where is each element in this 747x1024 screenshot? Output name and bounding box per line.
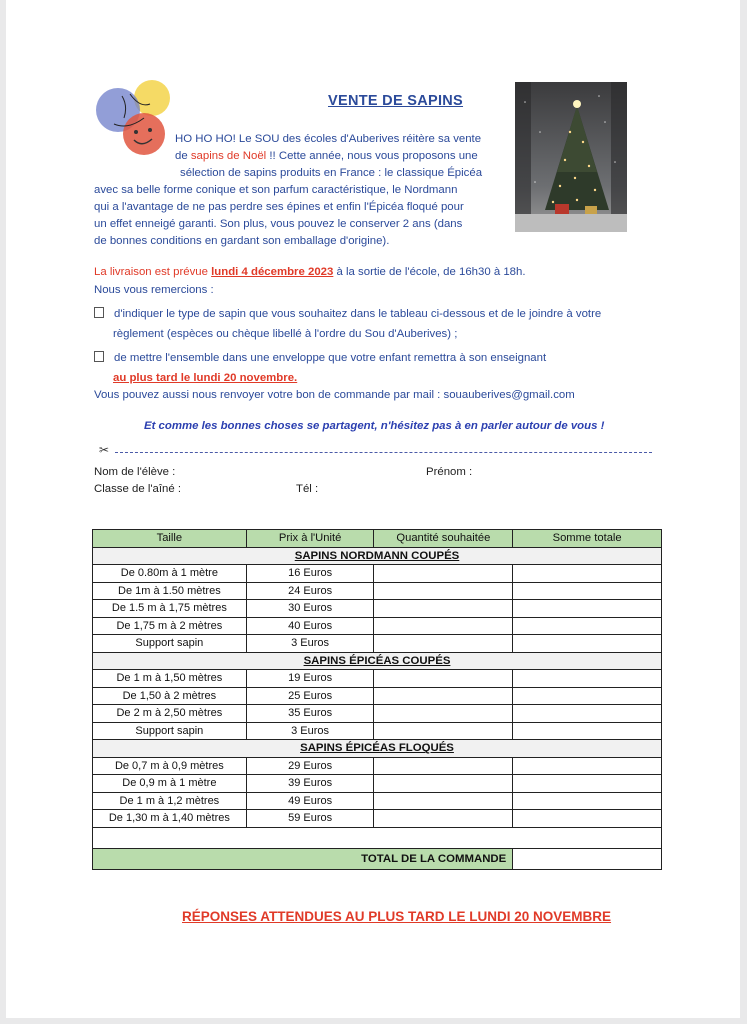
quantity-cell[interactable] [374,775,513,793]
bullet-box-icon [94,307,104,318]
size-cell: De 1m à 1.50 mètres [93,582,247,600]
size-cell: De 1 m à 1,2 mètres [93,792,247,810]
price-cell: 49 Euros [246,792,374,810]
student-name-label: Nom de l'élève : [94,466,176,478]
class-label: Classe de l'aîné : [94,483,182,495]
first-name-label: Prénom : [426,466,473,478]
delivery-line [94,266,526,278]
intro-line-2-pre: de [175,150,191,162]
dashed-separator [115,452,652,453]
sum-cell[interactable] [513,600,662,618]
table-row [93,775,662,793]
intro-line-2 [175,148,478,165]
price-cell: 24 Euros [246,582,374,600]
table-row [93,617,662,635]
sum-cell[interactable] [513,687,662,705]
intro-line-5: qui a l'avantage de ne pas perdre ses épines et enfin l'Épicéa floqué pour [94,201,464,213]
size-cell: De 0.80m à 1 mètre [93,565,247,583]
slogan: Et comme les bonnes choses se partagent, n'hésitez pas à en parler autour de vous ! [144,420,605,432]
price-cell: 40 Euros [246,617,374,635]
section-header-row [93,652,662,670]
delivery-date: lundi 4 décembre 2023 [211,266,334,278]
bullet-1-text: d'indiquer le type de sapin que vous souhaitez dans le tableau ci-dessous et de le joindre à votre [114,308,602,320]
bullet-2-line-1 [94,351,546,364]
sum-cell[interactable] [513,775,662,793]
quantity-cell[interactable] [374,810,513,828]
phone-label: Tél : [296,483,319,495]
quantity-cell[interactable] [374,617,513,635]
footer-deadline: RÉPONSES ATTENDUES AU PLUS TARD LE LUNDI 20 NOVEMBRE [182,909,612,924]
header-total: Somme totale [513,530,662,548]
sum-cell[interactable] [513,617,662,635]
section-title: SAPINS ÉPICÉAS COUPÉS [93,652,662,670]
blank-row [93,827,662,848]
size-cell: De 1,75 m à 2 mètres [93,617,247,635]
size-cell: De 2 m à 2,50 mètres [93,705,247,723]
document-page [6,0,740,1018]
size-cell: De 0,9 m à 1 mètre [93,775,247,793]
intro-line-4: avec sa belle forme conique et son parfum caractéristique, le Nordmann [94,184,458,196]
quantity-cell[interactable] [374,670,513,688]
table-body [93,547,662,869]
email-line: Vous pouvez aussi nous renvoyer votre bon de commande par mail : souauberives@gmail.com [94,389,575,401]
size-cell: De 1,50 à 2 mètres [93,687,247,705]
size-cell: Support sapin [93,635,247,653]
section-header-row [93,547,662,565]
table-row [93,582,662,600]
price-cell: 25 Euros [246,687,374,705]
quantity-cell[interactable] [374,757,513,775]
sum-cell[interactable] [513,722,662,740]
logo-graphic [92,76,176,164]
delivery-pre: La livraison est prévue [94,266,212,278]
thanks-line: Nous vous remercions : [94,284,214,296]
bullet-1-line-1 [94,307,601,320]
table-row [93,757,662,775]
quantity-cell[interactable] [374,705,513,723]
size-cell: Support sapin [93,722,247,740]
total-label: TOTAL DE LA COMMANDE [93,848,513,869]
intro-line-3: sélection de sapins produits en France : le classique Épicéa [180,167,483,179]
tree-illustration [515,82,627,232]
price-cell: 39 Euros [246,775,374,793]
price-cell: 19 Euros [246,670,374,688]
table-row [93,670,662,688]
sum-cell[interactable] [513,635,662,653]
header-unit-price: Prix à l'Unité [246,530,374,548]
sum-cell[interactable] [513,582,662,600]
quantity-cell[interactable] [374,565,513,583]
sum-cell[interactable] [513,565,662,583]
sum-cell[interactable] [513,792,662,810]
size-cell: De 1,30 m à 1,40 mètres [93,810,247,828]
section-title: SAPINS NORDMANN COUPÉS [93,547,662,565]
sum-cell[interactable] [513,810,662,828]
header-quantity: Quantité souhaitée [374,530,513,548]
delivery-post: à la sortie de l'école, de 16h30 à 18h. [333,266,526,278]
sou-logo [92,76,176,164]
intro-line-7: de bonnes conditions en gardant son emballage d'origine). [94,235,390,247]
table-row [93,792,662,810]
table-row [93,810,662,828]
price-cell: 3 Euros [246,722,374,740]
table-row [93,565,662,583]
sapins-highlight: sapins de Noël [190,150,267,162]
price-cell: 29 Euros [246,757,374,775]
price-cell: 3 Euros [246,635,374,653]
intro-line-1: HO HO HO! Le SOU des écoles d'Auberives réitère sa vente [175,133,482,145]
table-row [93,705,662,723]
quantity-cell[interactable] [374,687,513,705]
header-size: Taille [93,530,247,548]
table-header-row [93,530,662,548]
sum-cell[interactable] [513,705,662,723]
price-cell: 16 Euros [246,565,374,583]
section-header-row [93,740,662,758]
price-cell: 59 Euros [246,810,374,828]
quantity-cell[interactable] [374,582,513,600]
quantity-cell[interactable] [374,792,513,810]
blank-cell [93,827,662,848]
order-table [92,529,662,870]
bullet-2-deadline: au plus tard le lundi 20 novembre. [113,372,298,384]
quantity-cell[interactable] [374,600,513,618]
table-row [93,722,662,740]
total-value-cell[interactable] [513,848,662,869]
price-cell: 35 Euros [246,705,374,723]
quantity-cell[interactable] [374,635,513,653]
quantity-cell[interactable] [374,722,513,740]
price-cell: 30 Euros [246,600,374,618]
size-cell: De 0,7 m à 0,9 mètres [93,757,247,775]
intro-line-2-post: !! Cette année, nous vous proposons une [266,150,478,162]
scissors-icon: ✂ [99,443,110,457]
size-cell: De 1.5 m à 1,75 mètres [93,600,247,618]
bullet-2-text: de mettre l'ensemble dans une enveloppe que votre enfant remettra à son enseignant [114,352,547,364]
bullet-box-icon [94,351,104,362]
total-row [93,848,662,869]
size-cell: De 1 m à 1,50 mètres [93,670,247,688]
page-title: VENTE DE SAPINS [328,93,464,109]
intro-line-6: un effet enneigé garanti. Son plus, vous pouvez le conserver 2 ans (dans [94,218,463,230]
table-row [93,600,662,618]
table-row [93,687,662,705]
sum-cell[interactable] [513,757,662,775]
section-title: SAPINS ÉPICÉAS FLOQUÉS [93,740,662,758]
sum-cell[interactable] [513,670,662,688]
table-row [93,635,662,653]
bullet-1-line-2: règlement (espèces ou chèque libellé à l'ordre du Sou d'Auberives) ; [113,328,458,340]
cut-line [99,443,652,458]
christmas-tree-photo [515,82,627,232]
